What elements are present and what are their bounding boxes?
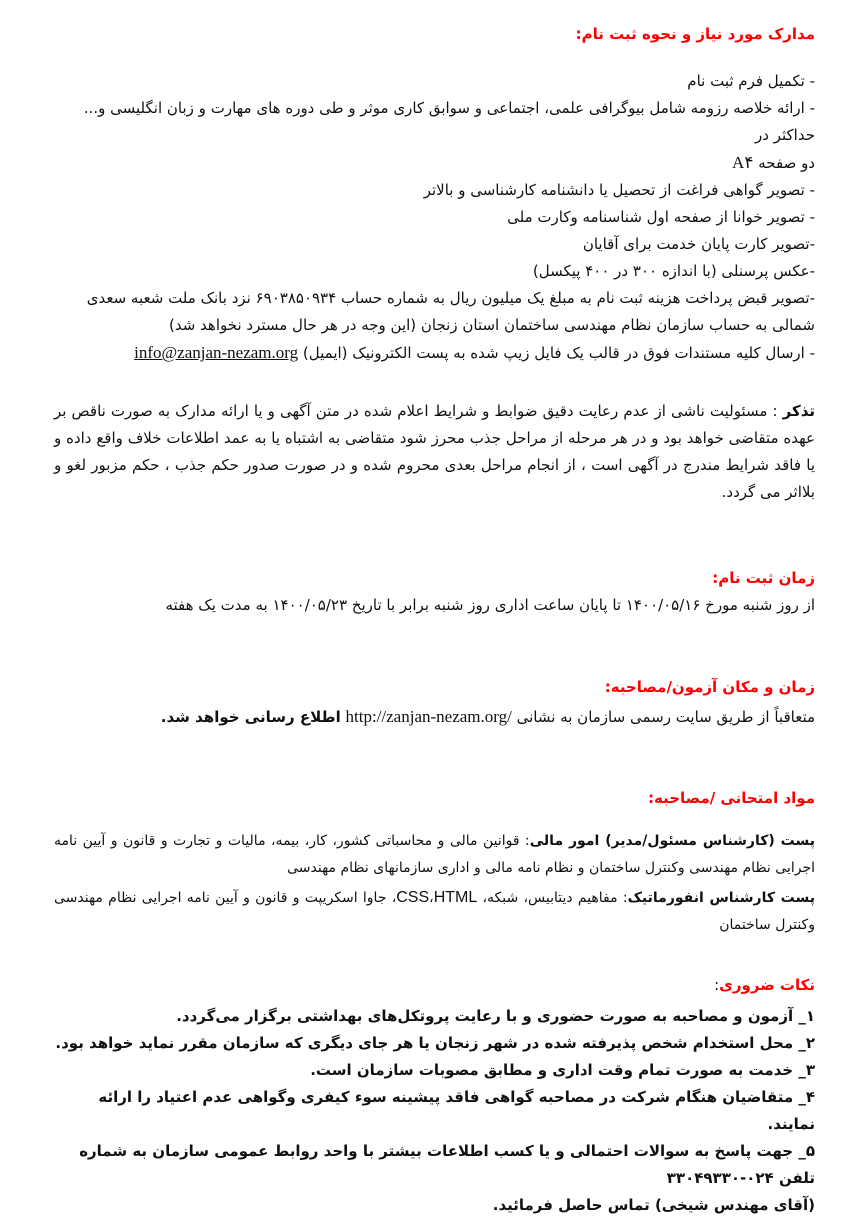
- docs-item: [54, 339, 815, 367]
- notes-heading-row: [54, 975, 815, 995]
- post2-text-a: : مفاهیم دیتابیس، شبکه،: [482, 890, 628, 906]
- post2-paragraph: پست کارشناس انفورماتیک: مفاهیم دیتابیس، شبکه، HTML،CSS، جاوا اسکریپت و قانون و آیین نامه اجرایی نظام مهندسی وکنترل ساختمان: [54, 889, 815, 933]
- notes-heading: نکات ضروری: [719, 976, 815, 994]
- docs-item-text: دو صفحه: [758, 154, 815, 172]
- docs-item: - ارائه خلاصه رزومه شامل بیوگرافی علمی، اجتماعی و سوابق کاری موثر و طی دوره های مهارت و زبان انگلیسی و... حداکثر در: [83, 99, 815, 144]
- notes-heading-colon: :: [714, 976, 720, 994]
- exam-text: [54, 703, 815, 731]
- exam-heading: زمان و مکان آزمون/مصاحبه:: [604, 678, 815, 696]
- docs-item-text: - ارسال کلیه مستندات فوق در قالب یک فایل زیپ شده به پست الکترونیک (ایمیل): [302, 344, 815, 362]
- note-paragraph: [54, 398, 815, 506]
- notes-item: (آقای مهندس شیخی) تماس حاصل فرمائید.: [492, 1196, 815, 1214]
- registration-heading: زمان ثبت نام:: [712, 569, 815, 587]
- docs-heading: مدارک مورد نیاز و نحوه ثبت نام:: [575, 25, 815, 43]
- docs-item: [54, 149, 815, 177]
- notes-item: ۵_ جهت پاسخ به سوالات احتمالی و یا کسب اطلاعات بیشتر با واحد روابط عمومی سازمان به شماره تلفن ۰۲۴-۳۳۰۴۹۳۳۰: [79, 1142, 815, 1187]
- note-text: : مسئولیت ناشی از عدم رعایت دقیق ضوابط و شرایط اعلام شده در متن آگهی و یا ارائه مدارک به صورت ناقص بر عهده متقاضی خواهد بود و در هر مرحله از مراحل جذب محرز شود متقاضی به اشتباه یا به عمد اطلاعات خلاف واقع داده و یا فاقد شرایط مندرج در آگهی است ، از انجام مراحل بعدی محروم شده و در صورت صدور حکم جذب ، حکم مزبور لغو و بلااثر می گردد.: [54, 402, 815, 501]
- post1-paragraph: [54, 828, 815, 882]
- post1-label: پست (کارشناس مسئول/مدیر) امور مالی: [529, 833, 815, 849]
- notes-item: ۴_ متقاضیان هنگام شرکت در مصاحبه گواهی فاقد پیشینه سوء کیفری وگواهی عدم اعتیاد را ارائه نمایند.: [98, 1088, 815, 1133]
- exam-text-after: اطلاع رسانی خواهد شد.: [160, 708, 341, 726]
- subjects-heading: مواد امتحانی /مصاحبه:: [648, 789, 815, 807]
- exam-url-link[interactable]: http://zanjan-nezam.org/: [345, 707, 512, 726]
- note-label: تذکر: [782, 402, 815, 420]
- email-link[interactable]: info@zanjan-nezam.org: [134, 343, 299, 362]
- docs-item: -تصویر قبض پرداخت هزینه ثبت نام به مبلغ یک میلیون ریال به شماره حساب ۶۹۰۳۸۵۰۹۳۴ نزد بانک ملت شعبه سعدی: [86, 289, 815, 307]
- page-size: A۴: [732, 153, 754, 172]
- post2-text-b: ، جاوا اسکریپت و قانون و آیین نامه اجرایی نظام مهندسی وکنترل ساختمان: [54, 890, 815, 933]
- docs-item: شمالی به حساب سازمان نظام مهندسی ساختمان استان زنجان (این وجه در هر حال مسترد نخواهد شد): [169, 316, 815, 334]
- exam-text-before: متعاقباً از طریق سایت رسمی سازمان به نشانی: [516, 708, 815, 726]
- docs-list: [54, 68, 815, 367]
- docs-item: - تکمیل فرم ثبت نام: [687, 72, 815, 90]
- post2-css: CSS: [396, 889, 430, 906]
- post2-label: پست کارشناس انفورماتیک: [627, 890, 815, 906]
- docs-item: -تصویر کارت پایان خدمت برای آقایان: [582, 235, 815, 253]
- notes-item: ۳_ خدمت به صورت تمام وقت اداری و مطابق مصوبات سازمان است.: [310, 1061, 815, 1079]
- notes-list: [54, 1003, 815, 1219]
- registration-text: از روز شنبه مورخ ۱۴۰۰/۰۵/۱۶ تا پایان ساعت اداری روز شنبه برابر با تاریخ ۱۴۰۰/۰۵/۲۳ به مدت یک هفته: [165, 596, 815, 614]
- post1-text: : قوانین مالی و محاسباتی کشور، کار، بیمه، مالیات و تجارت و قانون و آیین نامه اجرایی نظام مهندسی وکنترل ساختمان و نظام نامه مالی و اداری سازمانهای نظام مهندسی: [54, 833, 815, 876]
- notes-item: ۱_ آزمون و مصاحبه به صورت حضوری و با رعایت پروتکل‌های بهداشتی برگزار می‌گردد.: [176, 1007, 815, 1025]
- post2-html: HTML: [433, 889, 478, 906]
- docs-item: -عکس پرسنلی (با اندازه ۳۰۰ در ۴۰۰ پیکسل): [532, 262, 815, 280]
- notes-item: ۲_ محل استخدام شخص پذیرفته شده در شهر زنجان یا هر جای دیگری که سازمان مقرر نماید خواهد بود.: [55, 1034, 815, 1052]
- docs-item: - تصویر خوانا از صفحه اول شناسنامه وکارت ملی: [507, 208, 815, 226]
- docs-item: - تصویر گواهی فراغت از تحصیل یا دانشنامه کارشناسی و بالاتر: [423, 181, 815, 199]
